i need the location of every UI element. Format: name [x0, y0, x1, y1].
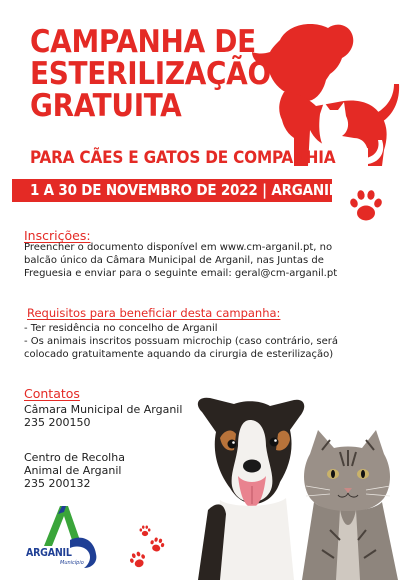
requisitos-text — [24, 322, 399, 361]
paw-icon — [148, 536, 166, 554]
title-line-2: ESTERILIZAÇÃO — [30, 56, 271, 92]
contact-camara — [24, 403, 182, 429]
title-line-1: CAMPANHA DE — [30, 24, 256, 60]
title-line-3: GRATUITA — [30, 88, 182, 124]
campaign-title — [30, 26, 271, 122]
contact-centro — [24, 451, 125, 490]
inscricoes-text — [24, 241, 399, 280]
campaign-subtitle: PARA CÃES E GATOS DE COMPANHIA — [30, 148, 336, 168]
logo-wordmark: ARGANIL — [26, 547, 72, 559]
inscricoes-line: Freguesia e enviar para o seguinte email: geral@cm-arganil.pt — [24, 268, 338, 279]
paw-icon — [128, 550, 148, 570]
contact-name: Câmara Municipal de Arganil — [24, 403, 183, 416]
contatos-heading: Contatos — [24, 386, 80, 401]
requisitos-line: - Ter residência no concelho de Arganil — [24, 323, 218, 334]
inscricoes-line: Preencher o documento disponível em www.cm-arganil.pt, no — [24, 242, 333, 253]
requisitos-heading: Requisitos para beneficiar desta campanha: — [27, 306, 281, 320]
contact-name: Centro de Recolha — [24, 451, 125, 464]
paw-icon — [346, 186, 386, 226]
dog-and-cat-photo — [190, 390, 409, 580]
contact-phone: 235 200132 — [24, 477, 91, 490]
requisitos-line: colocado gratuitamente aquando da cirurgia de esterilização) — [24, 349, 334, 360]
logo-subtitle: Município — [60, 560, 84, 566]
date-banner: 1 A 30 DE NOVEMBRO DE 2022 | ARGANIL — [30, 181, 338, 199]
contact-name: Animal de Arganil — [24, 464, 122, 477]
cat-illustration — [302, 430, 398, 580]
inscricoes-heading: Inscrições: — [24, 228, 91, 243]
inscricoes-line: balcão único da Câmara Municipal de Arganil, nas Juntas de — [24, 255, 324, 266]
dog-illustration — [198, 398, 304, 580]
paw-icon — [138, 524, 152, 538]
contact-phone: 235 200150 — [24, 416, 91, 429]
requisitos-line: - Os animais inscritos possuam microchip (caso contrário, será — [24, 336, 339, 347]
